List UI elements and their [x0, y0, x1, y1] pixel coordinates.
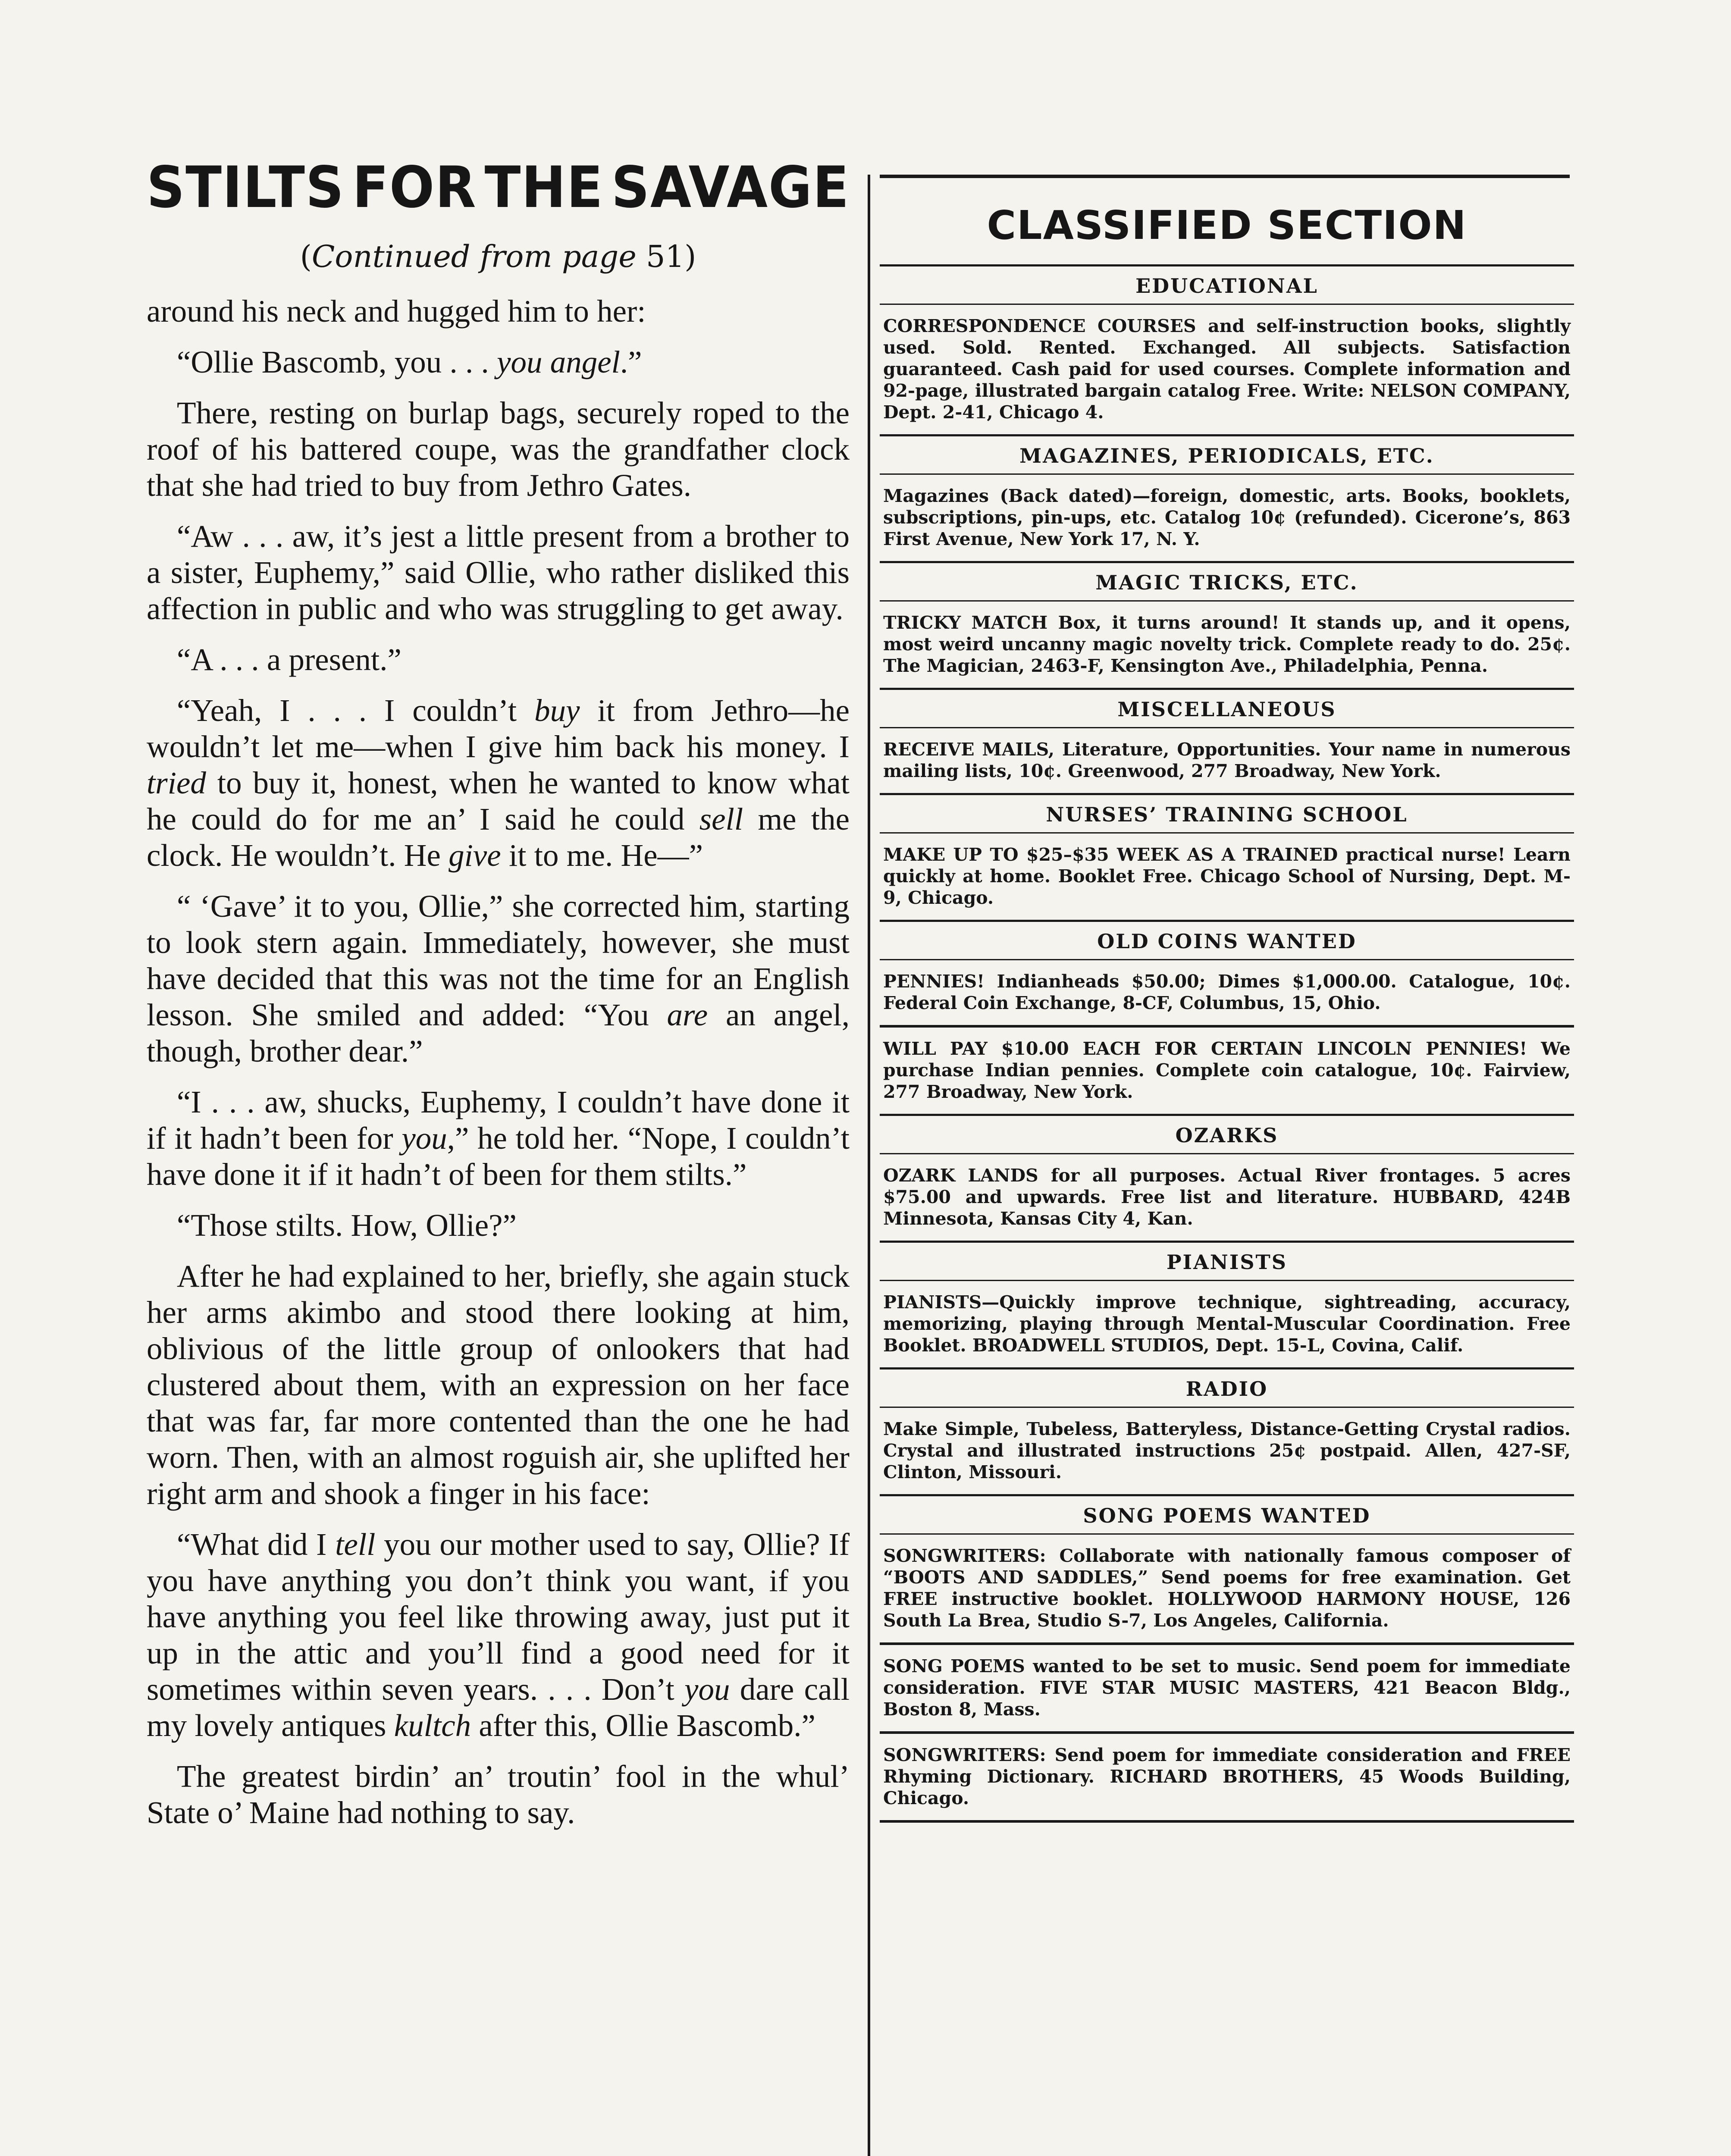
story-title-word: THE [484, 154, 604, 221]
top-rule [880, 175, 1570, 178]
story-column [147, 155, 850, 1846]
story-paragraph: There, resting on burlap bags, securely roped to the roof of his battered coupe, was the grandfather clock that she had tried to buy from Jethro Gates. [147, 395, 850, 503]
story-title-word: SAVAGE [611, 154, 850, 221]
classified-ad: MAKE UP TO $25–$35 WEEK AS A TRAINED practical nurse! Learn quickly at home. Booklet Free. Chicago School of Nursing, Dept. M-9, Chicago. [880, 832, 1574, 920]
story-paragraph: “Ollie Bascomb, you . . . you angel.” [177, 345, 642, 379]
classified-category-heading: MAGIC TRICKS, ETC. [880, 561, 1574, 600]
classified-title: CLASSIFIED SECTION [987, 202, 1467, 248]
classified-category-heading: EDUCATIONAL [880, 264, 1574, 304]
classified-category-heading: RADIO [880, 1367, 1574, 1407]
story-title-word: FOR [352, 154, 477, 221]
classified-category-heading: NURSES’ TRAINING SCHOOL [880, 793, 1574, 832]
classified-ad: PIANISTS—Quickly improve technique, sightreading, accuracy, memorizing, playing through Mental-Muscular Coordination. Free Booklet. BROADWELL STUDIOS, Dept. 15-L, Covina, Calif. [880, 1280, 1574, 1367]
story-paragraph: “Those stilts. How, Ollie?” [177, 1208, 517, 1243]
story-paragraph: “A . . . a present.” [177, 642, 401, 677]
classified-ad: TRICKY MATCH Box, it turns around! It stands up, and it opens, most weird uncanny magic novelty trick. Complete ready to do. 25¢. The Magician, 2463-F, Kensington Ave., Philadelphia, Penna. [880, 600, 1574, 688]
story-paragraph: The greatest birdin’ an’ troutin’ fool in the whul’ State o’ Maine had nothing to say. [147, 1759, 850, 1830]
classified-category-heading: PIANISTS [880, 1241, 1574, 1280]
classified-category-heading: OZARKS [880, 1114, 1574, 1153]
classified-ad: Magazines (Back dated)—foreign, domestic, arts. Books, booklets, subscriptions, pin-ups, etc. Catalog 10¢ (refunded). Cicerone’s, 863 First Avenue, New York 17, N. Y. [880, 473, 1574, 561]
classified-ad: RECEIVE MAILS, Literature, Opportunities. Your name in numerous mailing lists, 10¢. Greenwood, 277 Broadway, New York. [880, 727, 1574, 793]
story-title-word: STILTS [147, 154, 345, 221]
classified-category-heading: SONG POEMS WANTED [880, 1494, 1574, 1533]
story-paragraph: “I . . . aw, shucks, Euphemy, I couldn’t have done it if it hadn’t been for you,” he told her. “Nope, I couldn’t have done it if it hadn’t of been for them stilts.” [147, 1084, 850, 1192]
story-paragraph: around his neck and hugged him to her: [147, 294, 646, 329]
classified-ad: WILL PAY $10.00 EACH FOR CERTAIN LINCOLN PENNIES! We purchase Indian pennies. Complete coin catalogue, 10¢. Fairview, 277 Broadway, New York. [880, 1025, 1574, 1114]
classified-listings [880, 264, 1574, 1820]
classified-column [880, 175, 1574, 1823]
classified-category-heading: OLD COINS WANTED [880, 920, 1574, 959]
story-title [147, 155, 850, 220]
classified-ad: SONGWRITERS: Collaborate with nationally famous composer of “BOOTS AND SADDLES,” Send poems for free examination. Get FREE instructive booklet. HOLLYWOOD HARMONY HOUSE, 126 South La Brea, Studio S-7, Los Angeles, California. [880, 1533, 1574, 1642]
classified-ad: CORRESPONDENCE COURSES and self-instruction books, slightly used. Sold. Rented. Exchanged. All subjects. Satisfaction guaranteed. Cash paid for used courses. Complete information and 92-page, illustrated bargain catalog Free. Write: NELSON COMPANY, Dept. 2-41, Chicago 4. [880, 304, 1574, 434]
continued-text: Continued from page [311, 239, 637, 274]
story-paragraph: “Yeah, I . . . I couldn’t buy it from Jethro—he wouldn’t let me—when I give him back his money. I tried to buy it, honest, when he wanted to know what he could do for me an’ I said he could sell me the clock. He wouldn’t. He give it to me. He—” [147, 693, 850, 873]
story-paragraph: “ ‘Gave’ it to you, Ollie,” she corrected him, starting to look stern again. Immediately, however, she must have decided that this was not the time for an English lesson. She smiled and added: “You are an angel, though, brother dear.” [147, 889, 850, 1069]
classified-ad: SONGWRITERS: Send poem for immediate consideration and FREE Rhyming Dictionary. RICHARD BROTHERS, 45 Woods Building, Chicago. [880, 1731, 1574, 1820]
classified-ad: OZARK LANDS for all purposes. Actual River frontages. 5 acres $75.00 and upwards. Free list and literature. HUBBARD, 424B Minnesota, Kansas City 4, Kan. [880, 1153, 1574, 1241]
story-body [147, 293, 850, 1831]
continued-note: (Continued from page 51) [300, 239, 696, 274]
classified-ad: PENNIES! Indianheads $50.00; Dimes $1,000.00. Catalogue, 10¢. Federal Coin Exchange, 8-CF, Columbus, 15, Ohio. [880, 959, 1574, 1025]
story-paragraph: After he had explained to her, briefly, she again stuck her arms akimbo and stood there looking at him, oblivious of the little group of onlookers that had clustered about them, with an expression on her face that was far, far more contented than the one he had worn. Then, with an almost roguish air, she uplifted her right arm and shook a finger in his face: [147, 1259, 850, 1511]
story-paragraph: “Aw . . . aw, it’s jest a little present from a brother to a sister, Euphemy,” said Ollie, who rather disliked this affection in public and who was struggling to get away. [147, 519, 850, 626]
column-divider [868, 175, 870, 2156]
classified-ad: Make Simple, Tubeless, Batteryless, Distance-Getting Crystal radios. Crystal and illustrated instructions 25¢ postpaid. Allen, 427-SF, Clinton, Missouri. [880, 1407, 1574, 1494]
classified-category-heading: MISCELLANEOUS [880, 688, 1574, 727]
classified-ad: SONG POEMS wanted to be set to music. Send poem for immediate consideration. FIVE STAR MUSIC MASTERS, 421 Beacon Bldg., Boston 8, Mass. [880, 1642, 1574, 1731]
bottom-rule [880, 1820, 1574, 1823]
classified-category-heading: MAGAZINES, PERIODICALS, ETC. [880, 434, 1574, 473]
story-paragraph: “What did I tell you our mother used to say, Ollie? If you have anything you don’t think you want, if you have anything you feel like throwing away, just put it up in the attic and you’ll find a good need for it sometimes within seven years. . . . Don’t you dare call my lovely antiques kultch after this, Ollie Bascomb.” [147, 1527, 850, 1743]
continued-page: 51 [646, 239, 685, 274]
